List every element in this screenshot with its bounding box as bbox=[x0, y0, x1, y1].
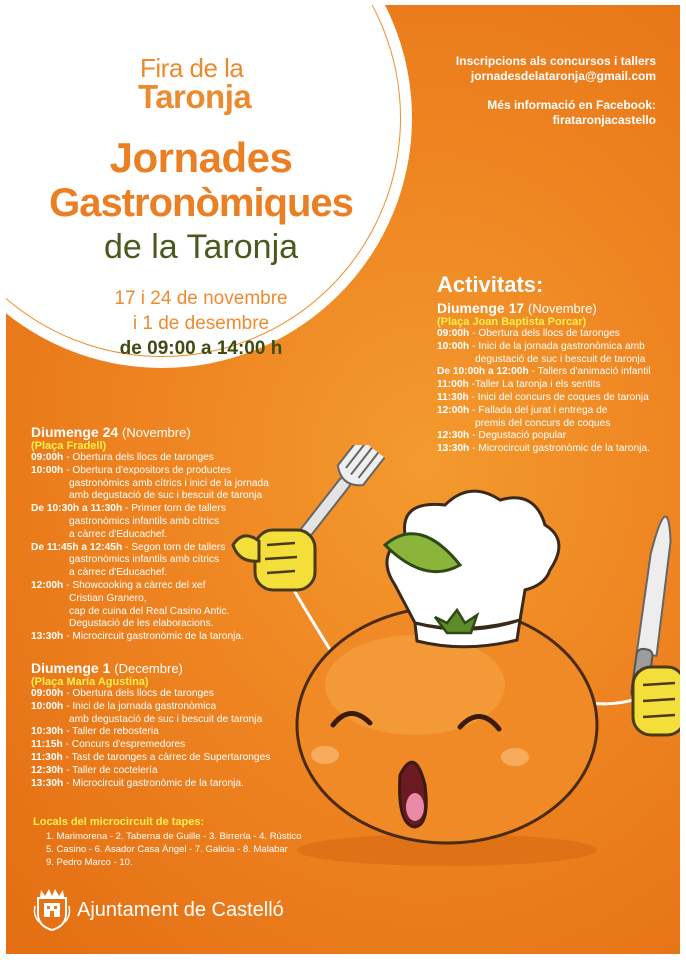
day-17-title: Diumenge 17 bbox=[437, 300, 525, 316]
fira-taronja-label: Taronja bbox=[138, 78, 252, 115]
schedule-text-continued: cap de cuina del Real Casino Antic. bbox=[69, 605, 230, 617]
day-24-heading bbox=[31, 424, 269, 440]
schedule-time: 11:15h bbox=[31, 739, 63, 751]
title-line-1: Jornades bbox=[109, 134, 293, 181]
schedule-text: - Inici del concurs de coques de taronja bbox=[468, 391, 649, 403]
schedule-time: 11:30h bbox=[437, 391, 469, 403]
schedule-time: 12:30h bbox=[31, 764, 64, 776]
opening-hours: de 09:00 a 14:00 h bbox=[119, 338, 283, 359]
schedule-time: 12:00h bbox=[31, 579, 64, 591]
day-17-section bbox=[437, 300, 651, 456]
schedule-time: 13:30h bbox=[31, 777, 64, 789]
schedule-item bbox=[437, 366, 651, 379]
schedule-text: - Degustació popular bbox=[469, 430, 567, 442]
title-line-3: de la Taronja bbox=[103, 228, 299, 266]
schedule-text: - Tast de taronges a càrrec de Supertaronges bbox=[62, 751, 271, 763]
schedule-text: - Microcircuit gastronòmic de la taronja. bbox=[469, 443, 650, 455]
activitats-title: Activitats: bbox=[437, 272, 544, 297]
schedule-text: - Primer torn de tallers bbox=[122, 503, 226, 515]
schedule-text: - Microcircuit gastronòmic de la taronja. bbox=[63, 631, 244, 643]
schedule-item bbox=[437, 392, 651, 405]
day-24-title: Diumenge 24 bbox=[31, 424, 119, 440]
schedule-text: - Tallers d'animació infantil bbox=[528, 366, 651, 378]
schedule-text-continued: gastronòmics infantils amb cítrics bbox=[69, 554, 220, 566]
schedule-text: - Taller de coctelería bbox=[63, 764, 158, 776]
schedule-time: 12:30h bbox=[437, 430, 470, 442]
schedule-time: 11:30h bbox=[31, 751, 63, 763]
info-inscripcions: Inscripcions als concursos i tallers bbox=[455, 54, 656, 68]
schedule-item bbox=[437, 328, 651, 341]
schedule-text: - Obertura d'expositors de productes bbox=[63, 464, 232, 476]
locals-line-3: 9. Pedro Marco - 10. bbox=[46, 857, 133, 868]
schedule-time: 09:00h bbox=[31, 452, 64, 463]
schedule-text-continued: gastronòmics amb cítrics i inici de la jornada bbox=[69, 477, 269, 489]
schedule-time: 09:00h bbox=[31, 688, 64, 699]
schedule-text-continued: amb degustació de suc i bescuit de taronja bbox=[69, 713, 263, 725]
day-17-schedule bbox=[437, 328, 651, 456]
day-1-month: (Decembre) bbox=[114, 661, 183, 676]
schedule-time: 10:00h bbox=[31, 464, 64, 476]
day-24-place: (Plaça Fradell) bbox=[31, 440, 107, 452]
schedule-time: De 11:45h a 12:45h bbox=[31, 541, 123, 553]
ajuntament-label: Ajuntament de Castelló bbox=[77, 899, 284, 921]
info-email[interactable]: jornadesdelataronja@gmail.com bbox=[470, 69, 656, 83]
day-17-place: (Plaça Joan Baptista Porcar) bbox=[437, 316, 587, 328]
schedule-time: 09:00h bbox=[437, 328, 470, 339]
day-24-month: (Novembre) bbox=[122, 425, 191, 440]
schedule-time: 10:30h bbox=[31, 726, 64, 738]
locals-line-2: 5. Casino - 6. Asador Casa Ángel - 7. Galicia - 8. Malabar bbox=[46, 844, 288, 855]
fira-label: Fira de la bbox=[140, 53, 244, 83]
day-1-title: Diumenge 1 bbox=[31, 660, 111, 676]
schedule-text: - Fallada del jurat i entrega de bbox=[469, 404, 608, 416]
schedule-text: - Taller de rebosteria bbox=[63, 726, 159, 738]
info-facebook-handle[interactable]: firataronjacastello bbox=[552, 113, 656, 127]
schedule-text-continued: a càrrec d'Educachef. bbox=[69, 528, 168, 540]
schedule-text: - Obertura dels llocs de taronges bbox=[63, 688, 214, 699]
schedule-text: - Segon torn de tallers bbox=[122, 541, 226, 553]
schedule-text: - Obertura dels llocs de taronges bbox=[63, 452, 214, 463]
day-17-heading bbox=[437, 300, 651, 316]
schedule-time: 10:00h bbox=[437, 340, 470, 352]
schedule-time: De 10:30h a 11:30h bbox=[31, 503, 123, 515]
schedule-text: -Taller La taronja i els sentits bbox=[468, 379, 601, 391]
day-1-place: (Plaça María Agustina) bbox=[31, 676, 149, 688]
schedule-text-continued: amb degustació de suc i bescuit de taronja bbox=[69, 490, 263, 502]
locals-line-1: 1. Marimorena - 2. Taberna de Guille - 3. Birrería - 4. Rústico bbox=[46, 831, 302, 842]
title-line-2: Gastronòmiques bbox=[49, 181, 353, 225]
schedule-text-continued: a càrrec d'Educachef. bbox=[69, 567, 168, 579]
schedule-text: - Concurs d'espremedores bbox=[62, 739, 186, 751]
orange-chef-mascot-icon bbox=[225, 445, 685, 875]
dates-line-1: 17 i 24 de novembre bbox=[114, 288, 288, 309]
dates-line-2: i 1 de desembre bbox=[132, 313, 270, 334]
schedule-text-continued: gastronòmics infantils amb cítrics bbox=[69, 515, 220, 527]
schedule-text: - Showcooking a càrrec del xef bbox=[63, 579, 206, 591]
schedule-text-continued: Degustació de les elaboracions. bbox=[69, 618, 214, 630]
schedule-text-continued: Cristian Granero, bbox=[69, 592, 147, 604]
schedule-text-continued: degustació de suc i bescuit de taronja bbox=[475, 353, 646, 365]
schedule-text: - Microcircuit gastronòmic de la taronja. bbox=[63, 777, 244, 789]
castello-coat-of-arms-icon bbox=[33, 886, 71, 932]
day-17-month: (Novembre) bbox=[528, 301, 597, 316]
schedule-text: - Inici de la jornada gastronòmica amb bbox=[469, 340, 645, 352]
schedule-time: 13:30h bbox=[437, 443, 470, 455]
schedule-time: 13:30h bbox=[31, 631, 64, 643]
schedule-item bbox=[437, 430, 651, 443]
schedule-time: 10:00h bbox=[31, 700, 64, 712]
schedule-text: - Inici de la jornada gastronòmica bbox=[63, 700, 217, 712]
schedule-time: 12:00h bbox=[437, 404, 470, 416]
info-facebook-label: Més informació en Facebook: bbox=[487, 98, 656, 112]
schedule-text-continued: premis del concurs de coques bbox=[475, 417, 611, 429]
schedule-item bbox=[437, 379, 651, 392]
schedule-item bbox=[437, 341, 651, 354]
schedule-time: 11:00h bbox=[437, 379, 469, 391]
schedule-time: De 10:00h a 12:00h bbox=[437, 366, 529, 378]
schedule-item bbox=[437, 405, 651, 418]
locals-title: Locals del microcircuit de tapes: bbox=[33, 816, 205, 828]
schedule-text: - Obertura dels llocs de taronges bbox=[469, 328, 620, 339]
